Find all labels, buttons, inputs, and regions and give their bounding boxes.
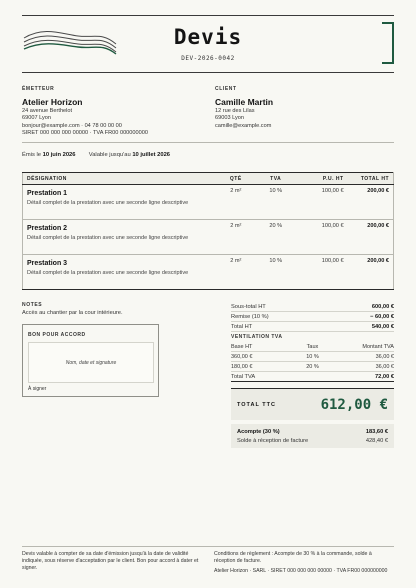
item-description: Détail complet de la prestation avec une seconde ligne descriptive — [27, 200, 189, 206]
item-name: Prestation 3 — [27, 260, 68, 267]
emitter-ids: SIRET 000 000 000 00000 · TVA FR00 000000000 — [22, 130, 148, 137]
issued-label: Émis le — [22, 152, 42, 158]
item-total: 200,00 € — [348, 255, 394, 290]
signature-area[interactable] — [28, 342, 154, 383]
item-tva: 10 % — [254, 255, 298, 290]
total-ttc-value: 612,00 € — [320, 396, 388, 413]
emitter-block — [22, 86, 192, 138]
corner-bracket — [382, 22, 394, 64]
client-label: CLIENT — [215, 86, 237, 92]
balance-label: Solde à réception de facture — [237, 437, 309, 444]
col-qty: QTÉ — [218, 173, 254, 185]
balance-row — [237, 436, 388, 445]
vat-amount: 36,00 € — [375, 363, 394, 370]
footer-right — [214, 551, 394, 575]
vat-row — [231, 362, 394, 372]
parties-rule — [22, 142, 394, 143]
approval-box — [22, 324, 159, 397]
vat-base: 360,00 € — [231, 353, 253, 360]
vat-row — [231, 352, 394, 362]
dates-line — [22, 152, 170, 158]
notes-label: NOTES — [22, 302, 43, 308]
vat-base: 180,00 € — [231, 363, 253, 370]
table-row — [23, 185, 394, 220]
row-designation — [23, 255, 218, 290]
vat-breakdown-label: VENTILATION TVA — [231, 334, 283, 340]
emitter-address-line1: 24 avenue Berthelot — [22, 108, 73, 114]
valid-date: 10 juillet 2026 — [132, 152, 171, 158]
deposit-label: Acompte (30 %) — [237, 428, 280, 435]
total-tva-row — [231, 372, 394, 382]
client-address-line2: 69003 Lyon — [215, 115, 245, 122]
col-tva: TVA — [254, 173, 298, 185]
table-row — [23, 255, 394, 290]
item-name: Prestation 1 — [27, 190, 68, 197]
header-rule — [22, 72, 394, 73]
total-tva-value: 72,00 € — [375, 373, 394, 380]
client-email: camille@example.com — [215, 122, 272, 129]
approval-label: BON POUR ACCORD — [28, 332, 86, 338]
items-table — [22, 172, 394, 290]
discount-row — [231, 312, 394, 322]
col-total: TOTAL HT — [348, 173, 394, 185]
table-header-row — [23, 173, 394, 185]
document-title: Devis — [173, 25, 243, 49]
deposit-row — [237, 427, 388, 436]
sign-label: À signer — [28, 386, 47, 392]
issued-date: 10 juin 2026 — [42, 152, 76, 158]
item-description: Détail complet de la prestation avec une seconde ligne descriptive — [27, 235, 189, 241]
emitter-name: Atelier Horizon — [22, 97, 83, 107]
signature-placeholder: Nom, date et signature — [65, 360, 117, 366]
vat-amount: 36,00 € — [375, 353, 394, 360]
item-tva: 10 % — [254, 185, 298, 220]
row-designation — [23, 220, 218, 255]
col-unit-price: P.U. HT — [298, 173, 348, 185]
total-ttc-label: TOTAL TTC — [237, 401, 276, 408]
total-tva-label: Total TVA — [231, 373, 256, 380]
client-address-line1: 12 rue des Lilas — [215, 108, 255, 114]
valid-label: Valable jusqu'au — [88, 152, 131, 158]
item-unit-price: 100,00 € — [298, 185, 348, 220]
col-designation: DÉSIGNATION — [23, 173, 218, 185]
discount-value: − 60,00 € — [370, 313, 394, 320]
item-name: Prestation 2 — [27, 225, 68, 232]
vat-col-rate: Taux — [306, 343, 319, 350]
notes-text: Accès au chantier par la cour intérieure. — [22, 310, 123, 316]
item-total: 200,00 € — [348, 185, 394, 220]
table-row — [23, 220, 394, 255]
item-unit-price: 100,00 € — [298, 220, 348, 255]
item-unit-price: 100,00 € — [298, 255, 348, 290]
item-qty: 2 m² — [218, 185, 254, 220]
item-tva: 20 % — [254, 220, 298, 255]
subtotal-value: 600,00 € — [371, 303, 394, 310]
vat-header-row — [231, 342, 394, 352]
vat-col-amount: Montant TVA — [362, 343, 394, 350]
deposit-box — [231, 424, 394, 448]
footer-company: Atelier Horizon · SARL · SIRET 000 000 000 00000 · TVA FR00 000000000 — [214, 568, 388, 574]
emitter-label: ÉMETTEUR — [22, 86, 55, 92]
document-number: DEV-2026-0042 — [181, 55, 235, 62]
emitter-address-line2: 69007 Lyon — [22, 115, 52, 122]
client-name: Camille Martin — [215, 97, 274, 107]
total-ht-row — [231, 322, 394, 332]
balance-value: 428,40 € — [365, 437, 388, 444]
footer-validity-text: Devis valable à compter de sa date d'émission jusqu'à la date de validité indiquée, sous réserve d'acceptation par le client. Bon pour accord à dater et signer. — [22, 551, 199, 571]
total-ht-label: Total HT — [231, 323, 253, 330]
emitter-contact: bonjour@example.com · 04 78 00 00 00 — [22, 122, 122, 129]
vat-col-base: Base HT — [231, 343, 253, 350]
item-total: 200,00 € — [348, 220, 394, 255]
discount-label: Remise (10 %) — [231, 313, 269, 320]
totals-block — [231, 302, 394, 382]
vat-rate: 20 % — [306, 363, 319, 370]
item-description: Détail complet de la prestation avec une seconde ligne descriptive — [27, 270, 189, 276]
item-qty: 2 m² — [218, 220, 254, 255]
footer-rule — [22, 546, 394, 547]
row-designation — [23, 185, 218, 220]
subtotal-label: Sous-total HT — [231, 303, 266, 310]
top-rule — [22, 15, 394, 16]
vat-rate: 10 % — [306, 353, 319, 360]
total-ht-value: 540,00 € — [371, 323, 394, 330]
deposit-value: 183,60 € — [365, 428, 388, 435]
item-qty: 2 m² — [218, 255, 254, 290]
footer-payment-conditions: Conditions de règlement : Acompte de 30 % à la commande, solde à réception de facture. — [214, 551, 372, 564]
subtotal-row — [231, 302, 394, 312]
total-ttc-box — [231, 388, 394, 420]
client-block — [215, 86, 385, 130]
